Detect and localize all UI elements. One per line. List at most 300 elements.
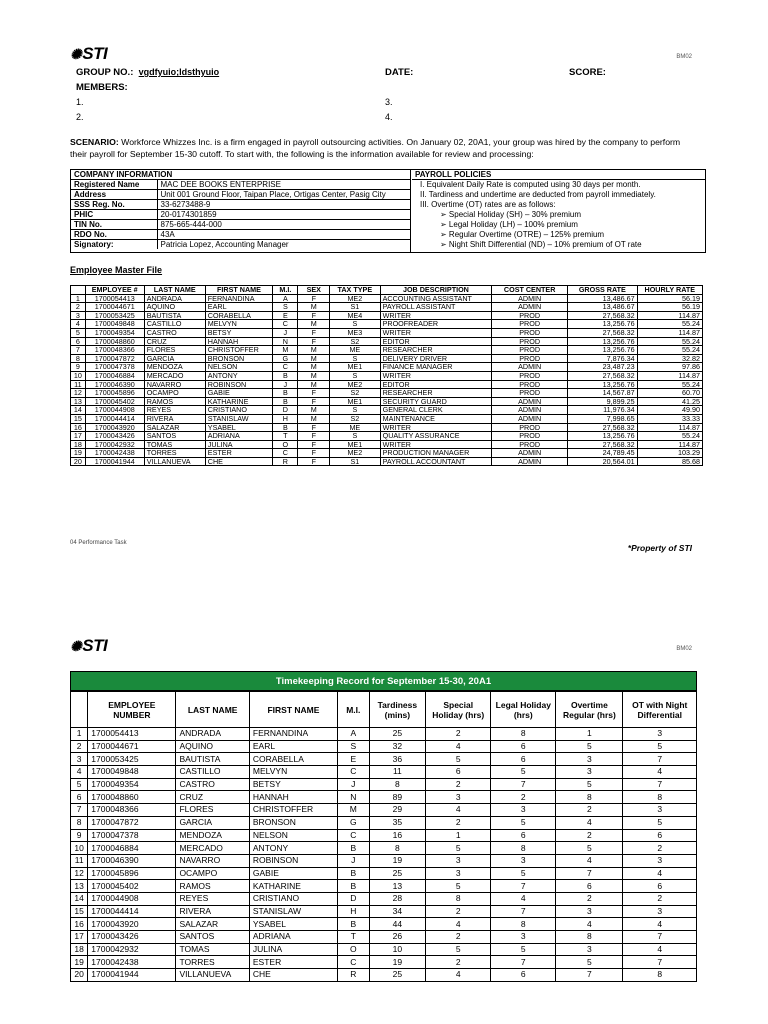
- table-cell: 5: [491, 766, 556, 779]
- table-cell: C: [338, 766, 369, 779]
- table-cell: ADMIN: [492, 397, 568, 406]
- table-cell: 16: [71, 918, 88, 931]
- table-cell: ROBINSON: [249, 854, 337, 867]
- table-row: [71, 432, 703, 441]
- table-cell: 1700041944: [88, 969, 176, 982]
- table-cell: M: [298, 406, 330, 415]
- table-cell: PAYROLL ACCOUNTANT: [380, 457, 492, 466]
- table-cell: 5: [426, 842, 491, 855]
- table-cell: BRONSON: [249, 816, 337, 829]
- timekeeping-col-header: OT with Night Differential: [623, 692, 697, 728]
- table-cell: RIVERA: [176, 905, 249, 918]
- table-cell: CHE: [249, 969, 337, 982]
- master-col-header: M.I.: [273, 286, 298, 295]
- table-cell: 3: [623, 905, 697, 918]
- table-cell: 2: [426, 905, 491, 918]
- table-cell: 1700044414: [85, 414, 144, 423]
- table-cell: VILLANUEVA: [144, 457, 205, 466]
- master-col-header: GROSS RATE: [568, 286, 638, 295]
- table-cell: 55.24: [637, 432, 702, 441]
- table-cell: 1700046390: [85, 380, 144, 389]
- table-cell: PROD: [492, 354, 568, 363]
- table-cell: GABIE: [205, 389, 272, 398]
- table-cell: 8: [426, 892, 491, 905]
- table-cell: NELSON: [249, 829, 337, 842]
- table-cell: CASTRO: [144, 328, 205, 337]
- table-cell: 114.87: [637, 371, 702, 380]
- table-row: [71, 943, 697, 956]
- table-cell: T: [338, 931, 369, 944]
- table-cell: PROD: [492, 346, 568, 355]
- table-cell: 13,256.76: [568, 380, 638, 389]
- table-cell: TOMAS: [144, 440, 205, 449]
- table-row: [71, 816, 697, 829]
- table-row: [71, 363, 703, 372]
- table-cell: MENDOZA: [176, 829, 249, 842]
- table-cell: 6: [623, 880, 697, 893]
- table-cell: FERNANDINA: [205, 294, 272, 303]
- table-cell: 114.87: [637, 311, 702, 320]
- table-cell: 17: [71, 432, 86, 441]
- table-cell: A: [338, 728, 369, 741]
- table-cell: 1700049354: [88, 778, 176, 791]
- table-cell: ADMIN: [492, 414, 568, 423]
- table-cell: 29: [369, 804, 426, 817]
- table-cell: 7: [556, 969, 623, 982]
- company-row: Signatory: Patricia Lopez, Accounting Manager: [71, 240, 411, 250]
- table-cell: EARL: [205, 303, 272, 312]
- table-row: [71, 328, 703, 337]
- table-cell: 2: [556, 892, 623, 905]
- table-cell: 5: [623, 740, 697, 753]
- table-cell: ESTER: [205, 449, 272, 458]
- table-cell: 7: [491, 905, 556, 918]
- table-cell: 14: [71, 406, 86, 415]
- member-1: 1.: [76, 97, 84, 107]
- table-cell: ANTONY: [249, 842, 337, 855]
- table-cell: 1700043920: [85, 423, 144, 432]
- table-cell: GABIE: [249, 867, 337, 880]
- table-cell: 16: [71, 423, 86, 432]
- table-cell: 9: [71, 363, 86, 372]
- table-cell: AQUINO: [144, 303, 205, 312]
- table-cell: 7: [491, 956, 556, 969]
- table-cell: AQUINO: [176, 740, 249, 753]
- member-3: 3.: [385, 97, 393, 107]
- table-cell: CHRISTOFFER: [249, 804, 337, 817]
- table-cell: CASTILLO: [176, 766, 249, 779]
- table-cell: 5: [491, 867, 556, 880]
- table-cell: M: [298, 320, 330, 329]
- table-cell: WRITER: [380, 371, 492, 380]
- table-cell: 5: [623, 816, 697, 829]
- table-cell: 2: [426, 778, 491, 791]
- payroll-policies-title: PAYROLL POLICIES: [412, 170, 706, 180]
- table-cell: 1700047378: [88, 829, 176, 842]
- table-cell: J: [338, 854, 369, 867]
- table-cell: 4: [556, 854, 623, 867]
- table-cell: 14,567.87: [568, 389, 638, 398]
- timekeeping-col-header: [71, 692, 88, 728]
- table-cell: 4: [556, 918, 623, 931]
- table-cell: 1700042932: [85, 440, 144, 449]
- table-cell: C: [273, 363, 298, 372]
- table-cell: B: [273, 389, 298, 398]
- table-cell: 27,568.32: [568, 423, 638, 432]
- table-cell: 8: [556, 931, 623, 944]
- table-cell: 1700048860: [88, 791, 176, 804]
- table-row: [71, 880, 697, 893]
- table-cell: F: [298, 389, 330, 398]
- table-row: [71, 406, 703, 415]
- employee-master-table: [70, 285, 703, 466]
- table-cell: 27,568.32: [568, 328, 638, 337]
- table-cell: ADMIN: [492, 457, 568, 466]
- table-cell: ADRIANA: [205, 432, 272, 441]
- table-cell: J: [338, 778, 369, 791]
- master-col-header: FIRST NAME: [205, 286, 272, 295]
- table-cell: 7: [623, 956, 697, 969]
- table-cell: 2: [556, 829, 623, 842]
- table-cell: 1700053425: [88, 753, 176, 766]
- table-cell: 2: [71, 740, 88, 753]
- member-4: 4.: [385, 112, 393, 122]
- table-cell: CORABELLA: [205, 311, 272, 320]
- table-cell: CRUZ: [144, 337, 205, 346]
- policy-subitem: ➢ Special Holiday (SH) – 30% premium: [440, 209, 581, 219]
- table-cell: ME4: [330, 311, 381, 320]
- table-cell: N: [338, 791, 369, 804]
- table-cell: SALAZAR: [144, 423, 205, 432]
- table-cell: 1700048860: [85, 337, 144, 346]
- table-cell: 55.24: [637, 320, 702, 329]
- table-cell: 26: [369, 931, 426, 944]
- table-cell: B: [338, 842, 369, 855]
- table-cell: 2: [556, 804, 623, 817]
- timekeeping-col-header: Special Holiday (hrs): [426, 692, 491, 728]
- table-cell: JULINA: [249, 943, 337, 956]
- date-label: DATE:: [385, 67, 414, 78]
- table-cell: F: [298, 294, 330, 303]
- table-cell: 1700042932: [88, 943, 176, 956]
- table-cell: ANTONY: [205, 371, 272, 380]
- table-cell: C: [338, 956, 369, 969]
- table-cell: 25: [369, 867, 426, 880]
- table-cell: ME2: [330, 294, 381, 303]
- policy-subitem: ➢ Night Shift Differential (ND) – 10% premium of OT rate: [440, 239, 642, 249]
- table-cell: ANDRADA: [176, 728, 249, 741]
- table-cell: 1700045896: [85, 389, 144, 398]
- table-cell: 8: [369, 842, 426, 855]
- table-cell: E: [273, 311, 298, 320]
- company-row: TIN No. 875-665-444-000: [71, 220, 411, 230]
- table-cell: F: [298, 311, 330, 320]
- table-cell: 13,256.76: [568, 337, 638, 346]
- table-cell: 20,564.01: [568, 457, 638, 466]
- master-col-header: [71, 286, 86, 295]
- table-cell: VILLANUEVA: [176, 969, 249, 982]
- master-col-header: TAX TYPE: [330, 286, 381, 295]
- table-cell: 56.19: [637, 303, 702, 312]
- table-cell: 1700044908: [88, 892, 176, 905]
- table-cell: ME: [330, 423, 381, 432]
- table-row: [71, 892, 697, 905]
- policy-subitem: ➢ Legal Holiday (LH) – 100% premium: [440, 219, 578, 229]
- table-row: [71, 414, 703, 423]
- table-cell: 1: [426, 829, 491, 842]
- table-cell: 3: [623, 728, 697, 741]
- table-cell: 13,256.76: [568, 432, 638, 441]
- policy-item: II. Tardiness and undertime are deducted from payroll immediately.: [420, 189, 656, 199]
- table-cell: PROD: [492, 389, 568, 398]
- company-row: RDO No. 43A: [71, 230, 411, 240]
- table-cell: ME: [330, 346, 381, 355]
- table-cell: RAMOS: [176, 880, 249, 893]
- table-cell: 6: [426, 766, 491, 779]
- table-cell: ME2: [330, 380, 381, 389]
- table-cell: S: [330, 406, 381, 415]
- timekeeping-col-header: Tardiness (mins): [369, 692, 426, 728]
- table-cell: ME1: [330, 440, 381, 449]
- table-cell: 11: [369, 766, 426, 779]
- doc-code-page2: BM02: [676, 646, 692, 652]
- table-cell: 11: [71, 380, 86, 389]
- table-cell: HANNAH: [205, 337, 272, 346]
- table-cell: KATHARINE: [205, 397, 272, 406]
- table-cell: 13: [369, 880, 426, 893]
- table-cell: 11,976.34: [568, 406, 638, 415]
- table-cell: F: [298, 423, 330, 432]
- table-cell: S: [273, 303, 298, 312]
- table-cell: 4: [426, 740, 491, 753]
- timekeeping-col-header: FIRST NAME: [249, 692, 337, 728]
- table-cell: G: [338, 816, 369, 829]
- table-cell: M: [298, 363, 330, 372]
- sti-logo-page2: ✺STI: [70, 636, 108, 655]
- table-cell: SALAZAR: [176, 918, 249, 931]
- sti-emblem-icon: ✺: [70, 46, 82, 62]
- table-cell: GARCIA: [176, 816, 249, 829]
- master-col-header: HOURLY RATE: [637, 286, 702, 295]
- table-cell: BETSY: [249, 778, 337, 791]
- table-cell: BRONSON: [205, 354, 272, 363]
- table-row: [71, 905, 697, 918]
- table-cell: 33.33: [637, 414, 702, 423]
- table-cell: RESEARCHER: [380, 346, 492, 355]
- table-cell: ME1: [330, 397, 381, 406]
- table-cell: 1700045896: [88, 867, 176, 880]
- table-cell: 6: [491, 753, 556, 766]
- table-cell: ADRIANA: [249, 931, 337, 944]
- table-cell: S: [330, 432, 381, 441]
- table-cell: ACCOUNTING ASSISTANT: [380, 294, 492, 303]
- table-cell: WRITER: [380, 423, 492, 432]
- table-cell: SANTOS: [176, 931, 249, 944]
- table-cell: B: [273, 397, 298, 406]
- table-cell: ME2: [330, 449, 381, 458]
- table-cell: 4: [71, 320, 86, 329]
- table-cell: 13,256.76: [568, 320, 638, 329]
- table-row: [71, 829, 697, 842]
- table-row: [71, 791, 697, 804]
- table-row: [71, 766, 697, 779]
- table-cell: 1700045402: [85, 397, 144, 406]
- table-cell: HANNAH: [249, 791, 337, 804]
- table-cell: 1700048366: [85, 346, 144, 355]
- table-cell: 2: [71, 303, 86, 312]
- table-cell: S2: [330, 337, 381, 346]
- table-cell: FINANCE MANAGER: [380, 363, 492, 372]
- table-row: [71, 371, 703, 380]
- table-cell: ADMIN: [492, 449, 568, 458]
- table-cell: 17: [71, 931, 88, 944]
- table-cell: A: [273, 294, 298, 303]
- timekeeping-header-row: [71, 692, 697, 728]
- table-cell: S1: [330, 457, 381, 466]
- table-cell: 5: [556, 956, 623, 969]
- table-cell: 1: [71, 728, 88, 741]
- timekeeping-col-header: LAST NAME: [176, 692, 249, 728]
- payroll-policies: [412, 170, 706, 253]
- table-cell: 5: [426, 943, 491, 956]
- table-row: [71, 753, 697, 766]
- table-cell: 1700049354: [85, 328, 144, 337]
- table-cell: S: [330, 371, 381, 380]
- table-cell: FLORES: [144, 346, 205, 355]
- table-cell: GENERAL CLERK: [380, 406, 492, 415]
- table-cell: 15: [71, 414, 86, 423]
- table-cell: 32.82: [637, 354, 702, 363]
- table-cell: 10: [369, 943, 426, 956]
- table-cell: 13: [71, 397, 86, 406]
- table-cell: 7,998.65: [568, 414, 638, 423]
- table-cell: 114.87: [637, 328, 702, 337]
- table-cell: WRITER: [380, 440, 492, 449]
- table-cell: M: [338, 804, 369, 817]
- table-cell: 16: [369, 829, 426, 842]
- table-row: [71, 320, 703, 329]
- table-cell: REYES: [176, 892, 249, 905]
- master-col-header: SEX: [298, 286, 330, 295]
- table-cell: B: [338, 880, 369, 893]
- table-cell: TOMAS: [176, 943, 249, 956]
- table-cell: F: [298, 397, 330, 406]
- table-cell: RIVERA: [144, 414, 205, 423]
- table-cell: YSABEL: [205, 423, 272, 432]
- table-cell: NAVARRO: [144, 380, 205, 389]
- table-cell: MERCADO: [144, 371, 205, 380]
- table-row: [71, 457, 703, 466]
- table-cell: 4: [623, 867, 697, 880]
- table-cell: PROD: [492, 320, 568, 329]
- table-cell: MENDOZA: [144, 363, 205, 372]
- table-cell: 9,899.25: [568, 397, 638, 406]
- table-row: [71, 854, 697, 867]
- table-cell: 5: [556, 740, 623, 753]
- table-cell: 7: [71, 804, 88, 817]
- table-cell: 10: [71, 371, 86, 380]
- table-row: [71, 423, 703, 432]
- table-cell: 3: [426, 791, 491, 804]
- table-cell: 1700049848: [88, 766, 176, 779]
- table-cell: 1700044671: [88, 740, 176, 753]
- table-cell: 4: [491, 892, 556, 905]
- table-cell: 6: [556, 880, 623, 893]
- table-cell: 2: [623, 892, 697, 905]
- table-row: [71, 294, 703, 303]
- table-cell: 19: [369, 956, 426, 969]
- table-cell: WRITER: [380, 328, 492, 337]
- table-row: [71, 354, 703, 363]
- table-cell: BAUTISTA: [144, 311, 205, 320]
- table-cell: S: [338, 740, 369, 753]
- table-cell: 8: [491, 842, 556, 855]
- company-row: Address Unit 001 Ground Floor, Taipan Place, Ortigas Center, Pasig City: [71, 190, 411, 200]
- table-cell: S: [330, 354, 381, 363]
- table-cell: 19: [369, 854, 426, 867]
- table-cell: 1700046884: [88, 842, 176, 855]
- table-cell: O: [273, 440, 298, 449]
- table-cell: 2: [426, 728, 491, 741]
- table-cell: 2: [426, 956, 491, 969]
- table-cell: 49.90: [637, 406, 702, 415]
- table-row: [71, 740, 697, 753]
- company-row: Registered Name MAC DEE BOOKS ENTERPRISE: [71, 180, 411, 190]
- table-cell: 3: [556, 766, 623, 779]
- table-cell: MELVYN: [205, 320, 272, 329]
- table-cell: B: [273, 371, 298, 380]
- table-cell: PAYROLL ASSISTANT: [380, 303, 492, 312]
- table-cell: 55.24: [637, 380, 702, 389]
- table-cell: 1700042438: [88, 956, 176, 969]
- table-cell: CORABELLA: [249, 753, 337, 766]
- table-cell: 1700054413: [88, 728, 176, 741]
- table-cell: 5: [491, 943, 556, 956]
- table-cell: 27,568.32: [568, 440, 638, 449]
- table-cell: M: [298, 303, 330, 312]
- table-cell: FLORES: [176, 804, 249, 817]
- table-cell: M: [298, 414, 330, 423]
- table-cell: 8: [623, 969, 697, 982]
- table-cell: 2: [426, 816, 491, 829]
- table-cell: R: [338, 969, 369, 982]
- table-cell: 36: [369, 753, 426, 766]
- table-cell: 19: [71, 956, 88, 969]
- table-cell: STANISLAW: [249, 905, 337, 918]
- table-cell: M: [298, 371, 330, 380]
- master-col-header: LAST NAME: [144, 286, 205, 295]
- table-cell: N: [273, 337, 298, 346]
- table-cell: FERNANDINA: [249, 728, 337, 741]
- table-cell: EDITOR: [380, 380, 492, 389]
- table-cell: EARL: [249, 740, 337, 753]
- table-cell: 6: [491, 969, 556, 982]
- table-cell: F: [298, 457, 330, 466]
- table-cell: C: [273, 320, 298, 329]
- table-cell: 13,486.67: [568, 294, 638, 303]
- sti-logo: ✺STI: [70, 44, 108, 63]
- footer-right: *Property of STI: [627, 543, 692, 553]
- table-cell: CRUZ: [176, 791, 249, 804]
- table-row: [71, 804, 697, 817]
- table-cell: 3: [623, 804, 697, 817]
- table-cell: 3: [556, 905, 623, 918]
- table-cell: M: [298, 346, 330, 355]
- timekeeping-col-header: EMPLOYEE NUMBER: [88, 692, 176, 728]
- table-cell: F: [298, 449, 330, 458]
- table-cell: PROD: [492, 328, 568, 337]
- table-cell: STANISLAW: [205, 414, 272, 423]
